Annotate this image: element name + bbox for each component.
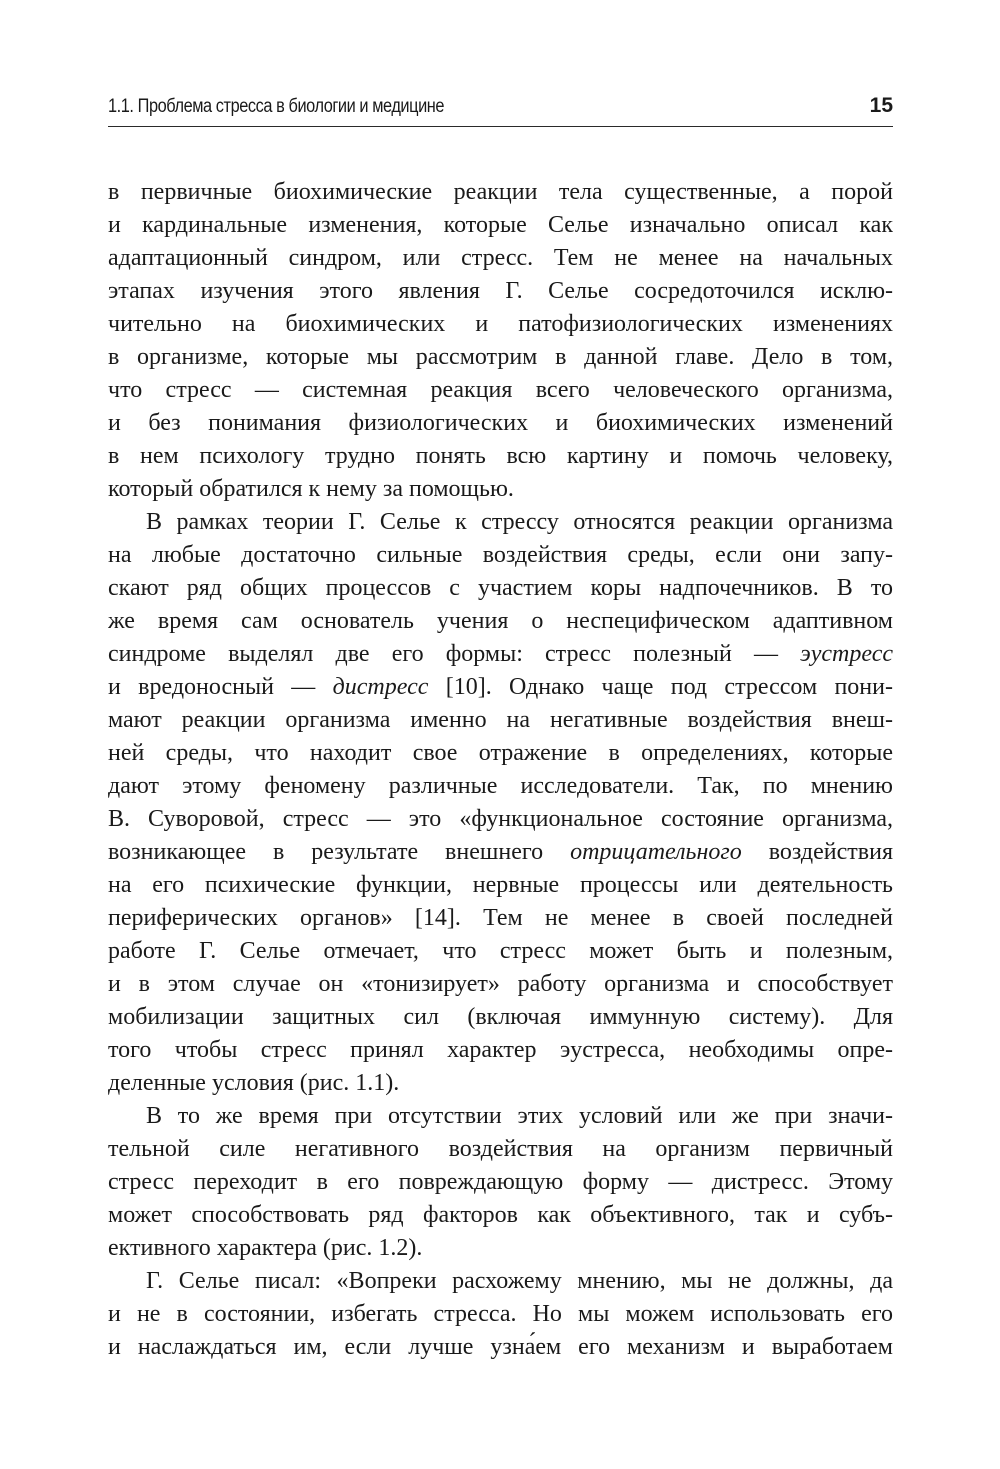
- text-run: работе Г. Селье отмечает, что стресс может быть и полезным,: [108, 938, 893, 964]
- text-line: [108, 836, 893, 869]
- text-run: ективного характера (рис. 1.2).: [108, 1235, 423, 1261]
- text-run: возникающее в результате внешнего: [108, 839, 571, 865]
- text-line: [108, 869, 893, 902]
- text-run: что стресс — системная реакция всего человеческого организма,: [108, 377, 893, 403]
- text-line: [108, 737, 893, 770]
- paragraph: [108, 1265, 893, 1364]
- text-run: того чтобы стресс принял характер эустресса, необходимы опре-: [108, 1037, 893, 1063]
- text-line: [108, 902, 893, 935]
- text-line: [108, 1331, 893, 1364]
- text-line: [108, 242, 893, 275]
- text-run: и кардинальные изменения, которые Селье изначально описал как: [108, 212, 893, 238]
- text-run: и в этом случае он «тонизирует» работу организма и способствует: [108, 971, 893, 997]
- text-line: [108, 1133, 893, 1166]
- text-line: [108, 1166, 893, 1199]
- text-line: [108, 1001, 893, 1034]
- text-line: [108, 605, 893, 638]
- chapter-section-title: 1.1. Проблема стресса в биологии и медицине: [108, 96, 445, 117]
- text-line: [108, 176, 893, 209]
- text-line: [108, 209, 893, 242]
- text-run: и вредоносный —: [108, 674, 333, 700]
- text-line: [108, 1298, 893, 1331]
- text-run: В. Суворовой, стресс — это «функциональное состояние организма,: [108, 806, 893, 832]
- text-line: [108, 473, 893, 506]
- text-run: воздействия: [741, 839, 893, 865]
- text-line: [108, 539, 893, 572]
- text-run: на его психические функции, нервные процессы или деятельность: [108, 872, 893, 898]
- text-line: [108, 308, 893, 341]
- text-run: который обратился к нему за помощью.: [108, 476, 514, 502]
- paragraph: [108, 176, 893, 506]
- text-run: мобилизации защитных сил (включая иммунную систему). Для: [108, 1004, 893, 1030]
- text-run: скают ряд общих процессов с участием коры надпочечников. В то: [108, 575, 893, 601]
- text-line: [108, 1232, 893, 1265]
- paragraph: [108, 1100, 893, 1265]
- text-line: [108, 572, 893, 605]
- text-line: [108, 1067, 893, 1100]
- body-text: [108, 176, 893, 1364]
- text-run: в организме, которые мы рассмотрим в данной главе. Дело в том,: [108, 344, 893, 370]
- text-line: [108, 671, 893, 704]
- text-line: [108, 935, 893, 968]
- text-line: [108, 1265, 893, 1298]
- text-line: [108, 506, 893, 539]
- text-run: дают этому феномену различные исследователи. Так, по мнению: [108, 773, 893, 799]
- text-run: стресс переходит в его повреждающую форму — дистресс. Этому: [108, 1169, 893, 1195]
- paragraph: [108, 506, 893, 1100]
- text-run: в нем психологу трудно понять всю картину и помочь человеку,: [108, 443, 893, 469]
- text-run: синдроме выделял две его формы: стресс полезный —: [108, 641, 801, 667]
- text-line: [108, 275, 893, 308]
- text-line: [108, 440, 893, 473]
- text-run: чительно на биохимических и патофизиологических изменениях: [108, 311, 893, 337]
- text-run: этапах изучения этого явления Г. Селье сосредоточился исклю-: [108, 278, 893, 304]
- italic-term: дистресс: [332, 674, 429, 700]
- text-run: и не в состоянии, избегать стресса. Но мы можем использовать его: [108, 1301, 893, 1327]
- text-line: [108, 1034, 893, 1067]
- text-run: в первичные биохимические реакции тела существенные, а порой: [108, 179, 893, 205]
- text-line: [108, 638, 893, 671]
- text-run: и без понимания физиологических и биохимических изменений: [108, 410, 893, 436]
- italic-term: эустресс: [800, 641, 893, 667]
- italic-term: отрицательного: [570, 839, 742, 865]
- text-run: периферических органов» [14]. Тем не менее в своей последней: [108, 905, 893, 931]
- text-line: [108, 770, 893, 803]
- text-run: же время сам основатель учения о неспецифическом адаптивном: [108, 608, 893, 634]
- text-line: [108, 803, 893, 836]
- text-run: Г. Селье писал: «Вопреки расхожему мнению, мы не должны, да: [146, 1268, 893, 1294]
- text-run: может способствовать ряд факторов как объективного, так и субъ-: [108, 1202, 893, 1228]
- text-run: [10]. Однако чаще под стрессом пони-: [428, 674, 893, 700]
- text-run: тельной силе негативного воздействия на организм первичный: [108, 1136, 893, 1162]
- text-run: В рамках теории Г. Селье к стрессу относятся реакции организма: [146, 509, 893, 535]
- text-line: [108, 968, 893, 1001]
- text-line: [108, 374, 893, 407]
- text-run: и наслаждаться им, если лучше узна́ем его механизм и выработаем: [108, 1334, 893, 1360]
- text-run: ней среды, что находит свое отражение в определениях, которые: [108, 740, 893, 766]
- text-line: [108, 1100, 893, 1133]
- text-line: [108, 341, 893, 374]
- text-run: деленные условия (рис. 1.1).: [108, 1070, 400, 1096]
- text-run: на любые достаточно сильные воздействия среды, если они запу-: [108, 542, 893, 568]
- text-run: адаптационный синдром, или стресс. Тем не менее на начальных: [108, 245, 893, 271]
- text-line: [108, 1199, 893, 1232]
- text-line: [108, 704, 893, 737]
- text-line: [108, 407, 893, 440]
- text-run: В то же время при отсутствии этих условий или же при значи-: [146, 1103, 893, 1129]
- running-header: [108, 92, 893, 127]
- page-number: 15: [869, 94, 893, 117]
- text-run: мают реакции организма именно на негативные воздействия внеш-: [108, 707, 893, 733]
